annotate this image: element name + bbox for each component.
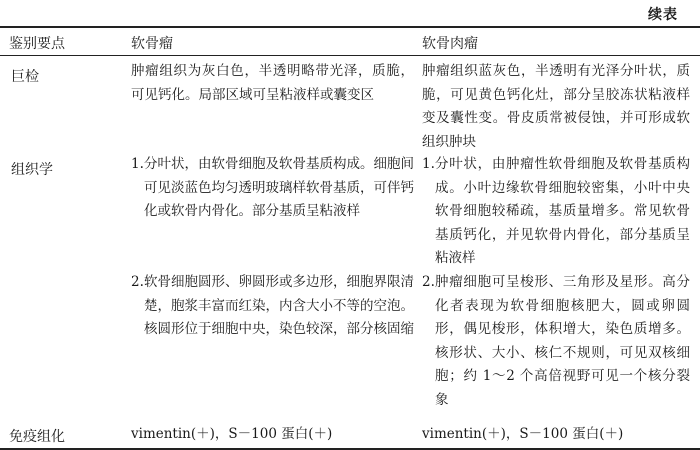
continued-label: 续表 — [648, 7, 678, 23]
histology-chondroma-item-2 — [131, 271, 414, 342]
histology-chondrosarcoma-item-1 — [422, 153, 690, 271]
item-number: 1. — [131, 156, 144, 172]
item-number: 2. — [422, 274, 435, 290]
header-rule — [0, 55, 700, 56]
header-chondrosarcoma: 软骨肉瘤 — [422, 36, 478, 52]
top-rule — [0, 26, 700, 28]
item-number: 2. — [131, 274, 144, 290]
gross-chondrosarcoma: 肿瘤组织蓝灰色，半透明有光泽分叶状，质脆，可见黄色钙化灶，部分呈胶冻状粘液样变及囊性变。骨皮质常被侵蚀，并可形成软组织肿块 — [422, 63, 690, 150]
immuno-chondrosarcoma: vimentin(＋)，S－100 蛋白(＋) — [422, 426, 624, 442]
item-text: 分叶状，由肿瘤性软骨细胞及软骨基质构成。小叶边缘软骨细胞较密集，小叶中央软骨细胞较稀疏，基质量增多。常见软骨基质钙化，并见软骨内骨化，部分基质呈粘液样 — [435, 156, 690, 266]
histology-chondrosarcoma-item-2 — [422, 271, 690, 412]
item-number: 1. — [422, 156, 435, 172]
row-label-immuno: 免疫组化 — [9, 429, 65, 445]
header-key-points: 鉴别要点 — [9, 36, 65, 52]
item-text: 分叶状，由软骨细胞及软骨基质构成。细胞间可见淡蓝色均匀透明玻璃样软骨基质，可伴钙化或软骨内骨化。部分基质呈粘液样 — [144, 156, 414, 219]
item-text: 软骨细胞圆形、卵圆形或多边形，细胞界限清楚，胞浆丰富而红染，内含大小不等的空泡。核圆形位于细胞中央，染色较深，部分核固缩 — [144, 274, 414, 337]
histology-chondroma-item-1 — [131, 153, 414, 224]
gross-chondroma: 肿瘤组织为灰白色，半透明略带光泽，质脆，可见钙化。局部区域可呈粘液样或囊变区 — [131, 63, 414, 103]
row-label-gross: 巨检 — [11, 69, 39, 85]
row-label-histology: 组织学 — [11, 162, 53, 178]
immuno-chondroma: vimentin(＋)，S－100 蛋白(＋) — [131, 426, 333, 442]
item-text: 肿瘤细胞可呈梭形、三角形及星形。高分化者表现为软骨细胞核肥大，圆或卵圆形，偶见梭形，体积增大，染色质增多。核形状、大小、核仁不规则，可见双核细胞；约 1～2 个高倍视野可见一个核分裂象 — [435, 274, 690, 408]
header-chondroma: 软骨瘤 — [131, 36, 173, 52]
